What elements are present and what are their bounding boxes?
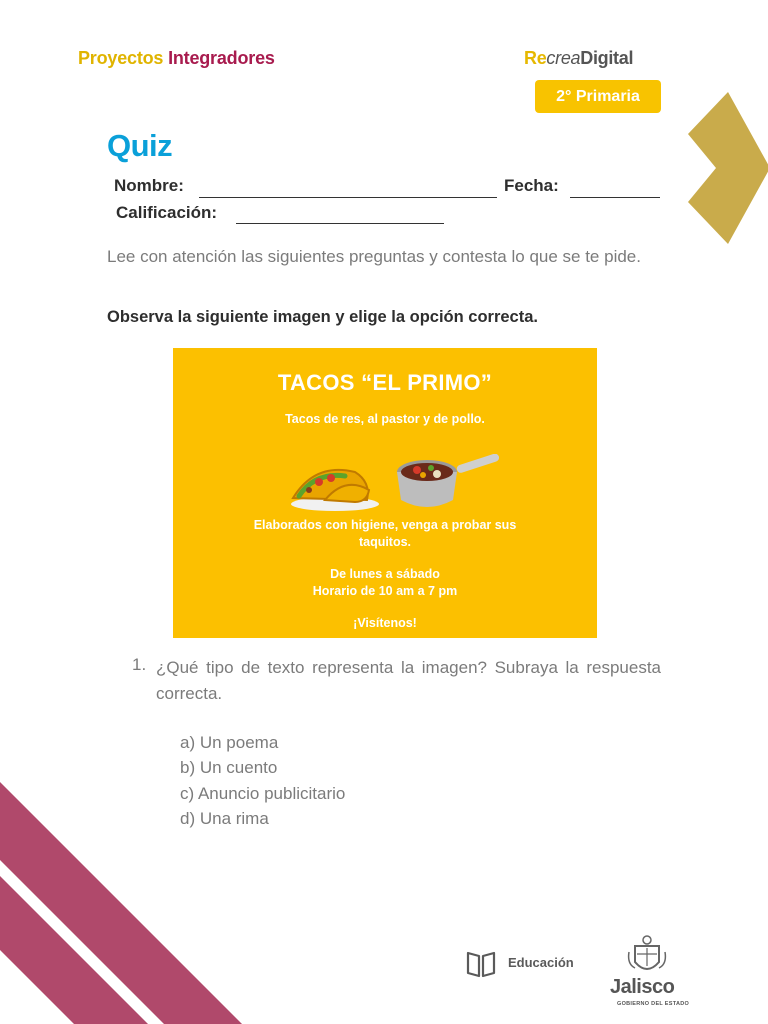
name-field[interactable] <box>199 197 497 198</box>
education-label: Educación <box>508 955 574 970</box>
cooking-pan-icon <box>395 454 505 516</box>
option-c[interactable]: c) Anuncio publicitario <box>180 784 346 803</box>
instructions-text: Lee con atención las siguientes preguntas y contesta lo que se te pide. <box>107 247 641 266</box>
question-text: ¿Qué tipo de texto representa la imagen? Subraya la respuesta correcta. <box>156 658 661 703</box>
grade-label: Calificación: <box>116 203 218 222</box>
date-field[interactable] <box>570 197 660 198</box>
option-d[interactable]: d) Una rima <box>180 809 269 828</box>
question-number: 1. <box>132 655 147 674</box>
chevron-decoration-icon <box>688 92 768 244</box>
brand-digital: Digital <box>580 48 634 68</box>
jalisco-subtitle: GOBIERNO DEL ESTADO <box>617 1001 690 1007</box>
jalisco-logo-text: Jalisco <box>610 976 675 998</box>
ad-line-hours: Horario de 10 am a 7 pm <box>312 584 458 598</box>
page-title: Quiz <box>107 128 173 163</box>
jalisco-seal-icon <box>627 934 667 978</box>
ad-line-days: De lunes a sábado <box>330 567 440 581</box>
brand-crea: crea <box>546 48 581 68</box>
taco-ad-image <box>173 348 597 638</box>
ad-title: TACOS “EL PRIMO” <box>277 370 493 395</box>
open-book-icon <box>466 950 496 978</box>
ad-subtitle: Tacos de res, al pastor y de pollo. <box>285 412 485 426</box>
grade-field[interactable] <box>236 223 444 224</box>
option-a[interactable]: a) Un poema <box>180 733 279 752</box>
observe-instruction: Observa la siguiente imagen y elige la opción correcta. <box>107 308 538 326</box>
brand-proyectos-integradores <box>78 48 275 69</box>
diagonal-stripes-decoration <box>0 760 300 1024</box>
brand-word-proyectos: Proyectos <box>78 48 164 68</box>
ad-line-hygiene: Elaborados con higiene, venga a probar sus <box>253 518 517 532</box>
brand-word-integradores: Integradores <box>168 48 275 68</box>
ad-line-visit: ¡Visítenos! <box>353 616 417 630</box>
ad-line-taquitos: taquitos. <box>358 535 412 549</box>
name-label: Nombre: <box>114 176 184 195</box>
option-b[interactable]: b) Un cuento <box>180 758 278 777</box>
brand-recrea-digital <box>524 48 633 69</box>
grade-badge: 2° Primaria <box>535 80 661 113</box>
date-label: Fecha: <box>504 176 559 195</box>
brand-re: Re <box>524 48 547 68</box>
taco-icon <box>285 460 381 514</box>
